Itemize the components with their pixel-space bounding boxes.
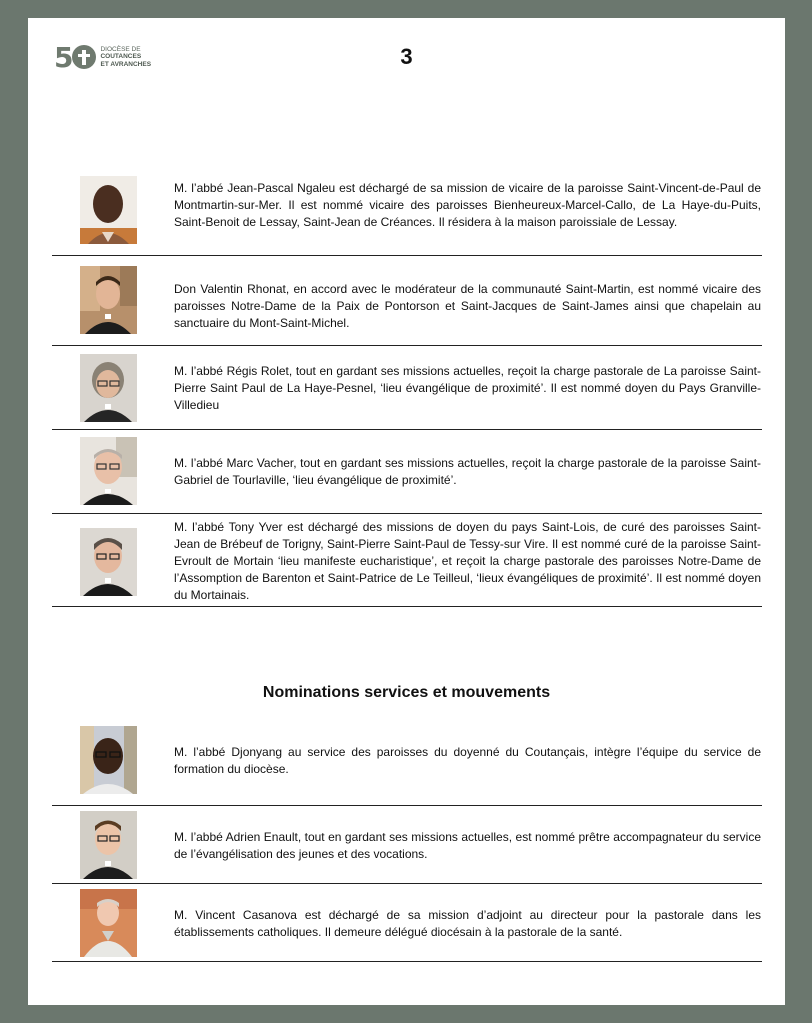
nomination-text: M. l’abbé Tony Yver est déchargé des missions de doyen du pays Saint-Lois, de curé des paroisses Saint-Jean de Brébeuf de Torigny, Saint-Pierre Saint-Paul de Tessy-sur Vire. Il est nommé curé de la paroisse Saint-Evroult de Mortain ‘lieu manifeste eucharistique’, et reçoit la charge pastorale des paroisses Notre-Dame de l’Assomption de Barenton et Saint-Patrice de Le Teilleul, ‘lieux évangéliques de proximité’. Il est nommé doyen du Mortainais. (174, 520, 761, 602)
portrait-photo (80, 726, 137, 794)
nomination-text: M. l’abbé Jean-Pascal Ngaleu est déchargé de sa mission de vicaire de la paroisse Saint-Vincent-de-Paul de Montmartin-sur-Mer. Il est nommé vicaire des paroisses Bienheureux-Marcel-Callo, de La Haye-du-Puits, Saint-Benoit de Lessay, Saint-Jean de Créances. Il résidera à la maison paroissiale de Lessay. (174, 181, 761, 229)
portrait-photo (80, 176, 137, 244)
portrait-photo (80, 437, 137, 505)
logo-five-glyph: 5 (54, 40, 72, 74)
document-page (28, 18, 785, 1005)
service-text: M. Vincent Casanova est déchargé de sa mission d’adjoint au directeur pour la pastorale dans les établissements catholiques. Il demeure délégué diocésain à la pastorale de la santé. (174, 908, 761, 939)
portrait-photo (80, 266, 137, 334)
nomination-entry (52, 347, 762, 430)
service-entry (52, 807, 762, 884)
logo-line-1: DIOCÈSE DE (100, 45, 141, 53)
section-title: Nominations services et mouvements (262, 684, 551, 701)
nomination-entry (52, 515, 762, 607)
portrait-photo (80, 811, 137, 879)
service-entry (52, 718, 762, 806)
page-number: 3 (400, 44, 413, 69)
nomination-text: Don Valentin Rhonat, en accord avec le modérateur de la communauté Saint-Martin, est nommé vicaire des paroisses Notre-Dame de la Paix de Pontorson et Saint-Jacques de Saint-James ainsi que chapelain au sanctuaire du Mont-Saint-Michel. (174, 282, 761, 330)
nomination-text: M. l’abbé Marc Vacher, tout en gardant ses missions actuelles, reçoit la charge pastorale de la paroisse Saint-Gabriel de Tourlaville, ‘lieu évangélique de proximité’. (174, 456, 761, 487)
logo-line-3: ET AVRANCHES (100, 60, 152, 68)
nomination-entry (52, 257, 762, 346)
portrait-photo (80, 354, 137, 422)
logo-line-2: COUTANCES (100, 53, 142, 61)
nomination-entry (52, 431, 762, 514)
service-entry (52, 885, 762, 962)
portrait-photo (80, 889, 137, 957)
nomination-entry (52, 164, 762, 256)
service-text: M. l’abbé Adrien Enault, tout en gardant ses missions actuelles, est nommé prêtre accompagnateur du service de l’évangélisation des jeunes et des vocations. (174, 830, 761, 861)
portrait-photo (80, 528, 137, 596)
nomination-text: M. l’abbé Régis Rolet, tout en gardant ses missions actuelles, reçoit la charge pastorale de La paroisse Saint-Pierre Saint Paul de La Haye-Pesnel, ‘lieu évangélique de proximité’. Il est nommé doyen du Pays Granville-Villedieu (174, 364, 761, 412)
service-text: M. l’abbé Djonyang au service des paroisses du doyenné du Coutançais, intègre l’équipe du service de formation du diocèse. (174, 745, 761, 776)
